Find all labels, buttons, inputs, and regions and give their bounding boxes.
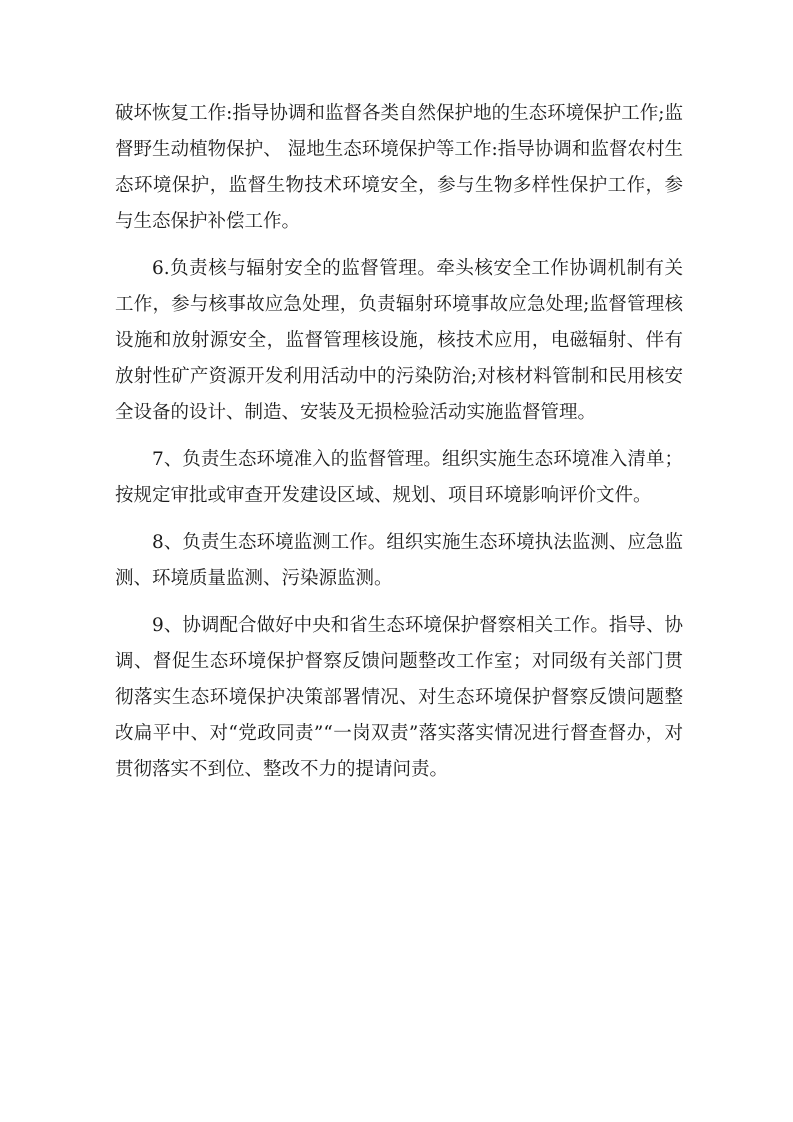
paragraph-item-7: 7、负责生态环境准入的监督管理。组织实施生态环境准入清单；按规定审批或审查开发建设区域、规划、项目环境影响评价文件。	[115, 449, 683, 506]
document-body	[115, 96, 683, 799]
paragraph-item-8: 8、负责生态环境监测工作。组织实施生态环境执法监测、应急监测、环境质量监测、污染源监测。	[115, 532, 683, 589]
paragraph-item-9: 9、协调配合做好中央和省生态环境保护督察相关工作。指导、协调、督促生态环境保护督察反馈问题整改工作室；对同级有关部门贯彻落实生态环境保护决策部署情况、对生态环境保护督察反馈问题整改扁平中、对“党政同责”“一岗双责”落实落实情况进行督查督办，对贯彻落实不到位、整改不力的提请问责。	[115, 615, 683, 780]
paragraph-item-6: 6.负责核与辐射安全的监督管理。牵头核安全工作协调机制有关工作，参与核事故应急处理，负责辐射环境事故应急处理;监督管理核设施和放射源安全，监督管理核设施，核技术应用，电磁辐射、伴有放射性矿产资源开发利用活动中的污染防治;对核材料管制和民用核安全设备的设计、制造、安装及无损检验活动实施监督管理。	[115, 258, 683, 423]
paragraph-continuation: 破坏恢复工作:指导协调和监督各类自然保护地的生态环境保护工作;监督野生动植物保护、 湿地生态环境保护等工作:指导协调和监督农村生态环境保护，监督生物技术环境安全，参与生物多样性保护工作，参与生态保护补偿工作。	[115, 103, 683, 232]
